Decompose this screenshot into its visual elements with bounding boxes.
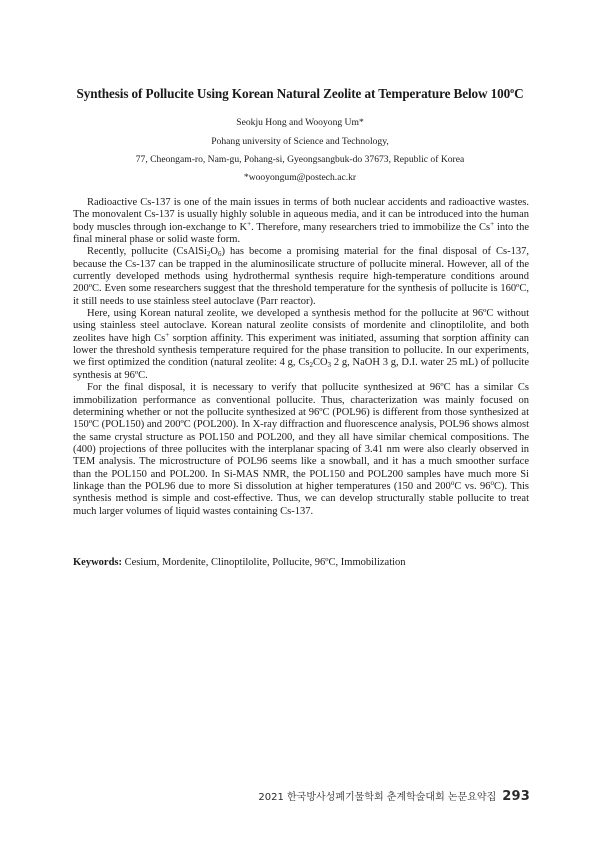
p4-text-c: C). This synthesis method is simple and cost-effective. Thus, we can develop structurally stable pollucite to treat much larger volumes of liquid wastes containing Cs-137. (73, 480, 529, 517)
paragraph-3 (73, 308, 529, 382)
email: *wooyongum@postech.ac.kr (243, 172, 357, 183)
p3-sup-1: + (165, 330, 170, 339)
affiliation: Pohang university of Science and Technology, (211, 136, 389, 147)
p3-text-a: Here, using Korean natural zeolite, we developed a synthesis method for the pollucite at 96ºC without using stainless steel autoclave. Korean natural zeolite consists of mordenite and clinoptilolite, and both zeolites have high Cs (73, 308, 529, 344)
p3-text-c: CO (312, 357, 328, 369)
paragraph-1 (73, 197, 529, 246)
p4-sup-2: o (490, 478, 495, 487)
keywords-label: Keywords: (73, 557, 122, 568)
paper-title (0, 86, 600, 102)
p1-text-c: into the final mineral phase or solid waste form. (73, 221, 529, 246)
p1-sup-1: + (247, 219, 252, 228)
p1-sup-2: + (490, 219, 495, 228)
page-footer (258, 788, 530, 804)
keywords-text: Cesium, Mordenite, Clinoptilolite, Pollucite, 96ºC, Immobilization (122, 557, 406, 568)
address: 77, Cheongam-ro, Nam-gu, Pohang-si, Gyeongsangbuk-do 37673, Republic of Korea (135, 154, 465, 165)
p3-sub-1: 2 (309, 361, 313, 370)
p4-text-b: C vs. 96 (454, 480, 491, 492)
title-text: Synthesis of Pollucite Using Korean Natural Zeolite at Temperature Below 100 (76, 86, 511, 101)
p2-text-b: O (210, 246, 218, 258)
paragraph-2 (73, 246, 529, 308)
p4-text-a: For the final disposal, it is necessary to verify that pollucite synthesized at 96ºC has a similar Cs immobilization performance as conventional pollucite. Thus, characterization was mainly focused on determining whether or not the pollucite synthesized at 96ºC (POL96) is different from those synthesized at 150ºC (POL150) and 200ºC (POL200). In X-ray diffraction and fluorescence analysis, POL96 shows almost the same crystal structure as POL150 and POL200, and they all have similar chemical compositions. The (400) projections of three pollucites with the interplanar spacing of 3.41 nm were also clearly observed in TEM analysis. The microstructure of POL96 seems like a snowball, and it has a much smoother surface than the POL150 and POL200. In Si-MAS NMR, the POL150 and POL200 samples have much more Si linkage than the POL96 due to more Si dissolution at higher temperatures (150 and 200 (73, 382, 529, 492)
title-end: C (514, 86, 524, 101)
p3-text-d: 2 g, NaOH 3 g, D.I. water 25 mL) of pollucite synthesis at 96ºC. (73, 357, 529, 381)
p1-text-a: Radioactive Cs-137 is one of the main issues in terms of both nuclear accidents and radioactive wastes. The monovalent Cs-137 is usually highly soluble in aqueous media, and it can be introduced into the human body muscles through ion-exchange to K (73, 197, 529, 233)
p2-sub-1: 2 (206, 250, 211, 259)
paragraph-4 (73, 382, 529, 518)
title-degree: o (510, 86, 515, 95)
p2-sub-2: 6 (218, 250, 222, 259)
p3-sub-2: 3 (327, 361, 332, 370)
abstract-body (73, 197, 529, 518)
p4-sup-1: o (450, 478, 455, 487)
keywords (73, 556, 529, 569)
authors: Seokju Hong and Wooyong Um* (236, 117, 364, 128)
p2-text-a: Recently, pollucite (CsAlSi (87, 246, 207, 258)
footer-text: 2021 한국방사성폐기물학회 춘계학술대회 논문요약집 (258, 792, 497, 803)
p1-text-b: . Therefore, many researchers tried to immobilize the Cs (251, 221, 491, 233)
p2-text-c: ) has become a promising material for the final disposal of Cs-137, because the Cs-137 can be trapped in the aluminosilicate structure of pollucite mineral. However, all of the currently developed methods using hydrothermal synthesis require high-temperature conditions around 200ºC. Even some researchers suggest that the threshold temperature for the synthesis of pollucite is 160ºC, it still needs to use stainless steel autoclave (Parr reactor). (73, 246, 529, 307)
p3-text-b: sorption affinity. This experiment was initiated, assuming that sorption affinity can lower the threshold synthesis temperature required for the phase transition to pollucite. In our experiments, we first optimized the condition (natural zeolite: 4 g, Cs (73, 332, 529, 369)
page-number: 293 (502, 789, 530, 804)
